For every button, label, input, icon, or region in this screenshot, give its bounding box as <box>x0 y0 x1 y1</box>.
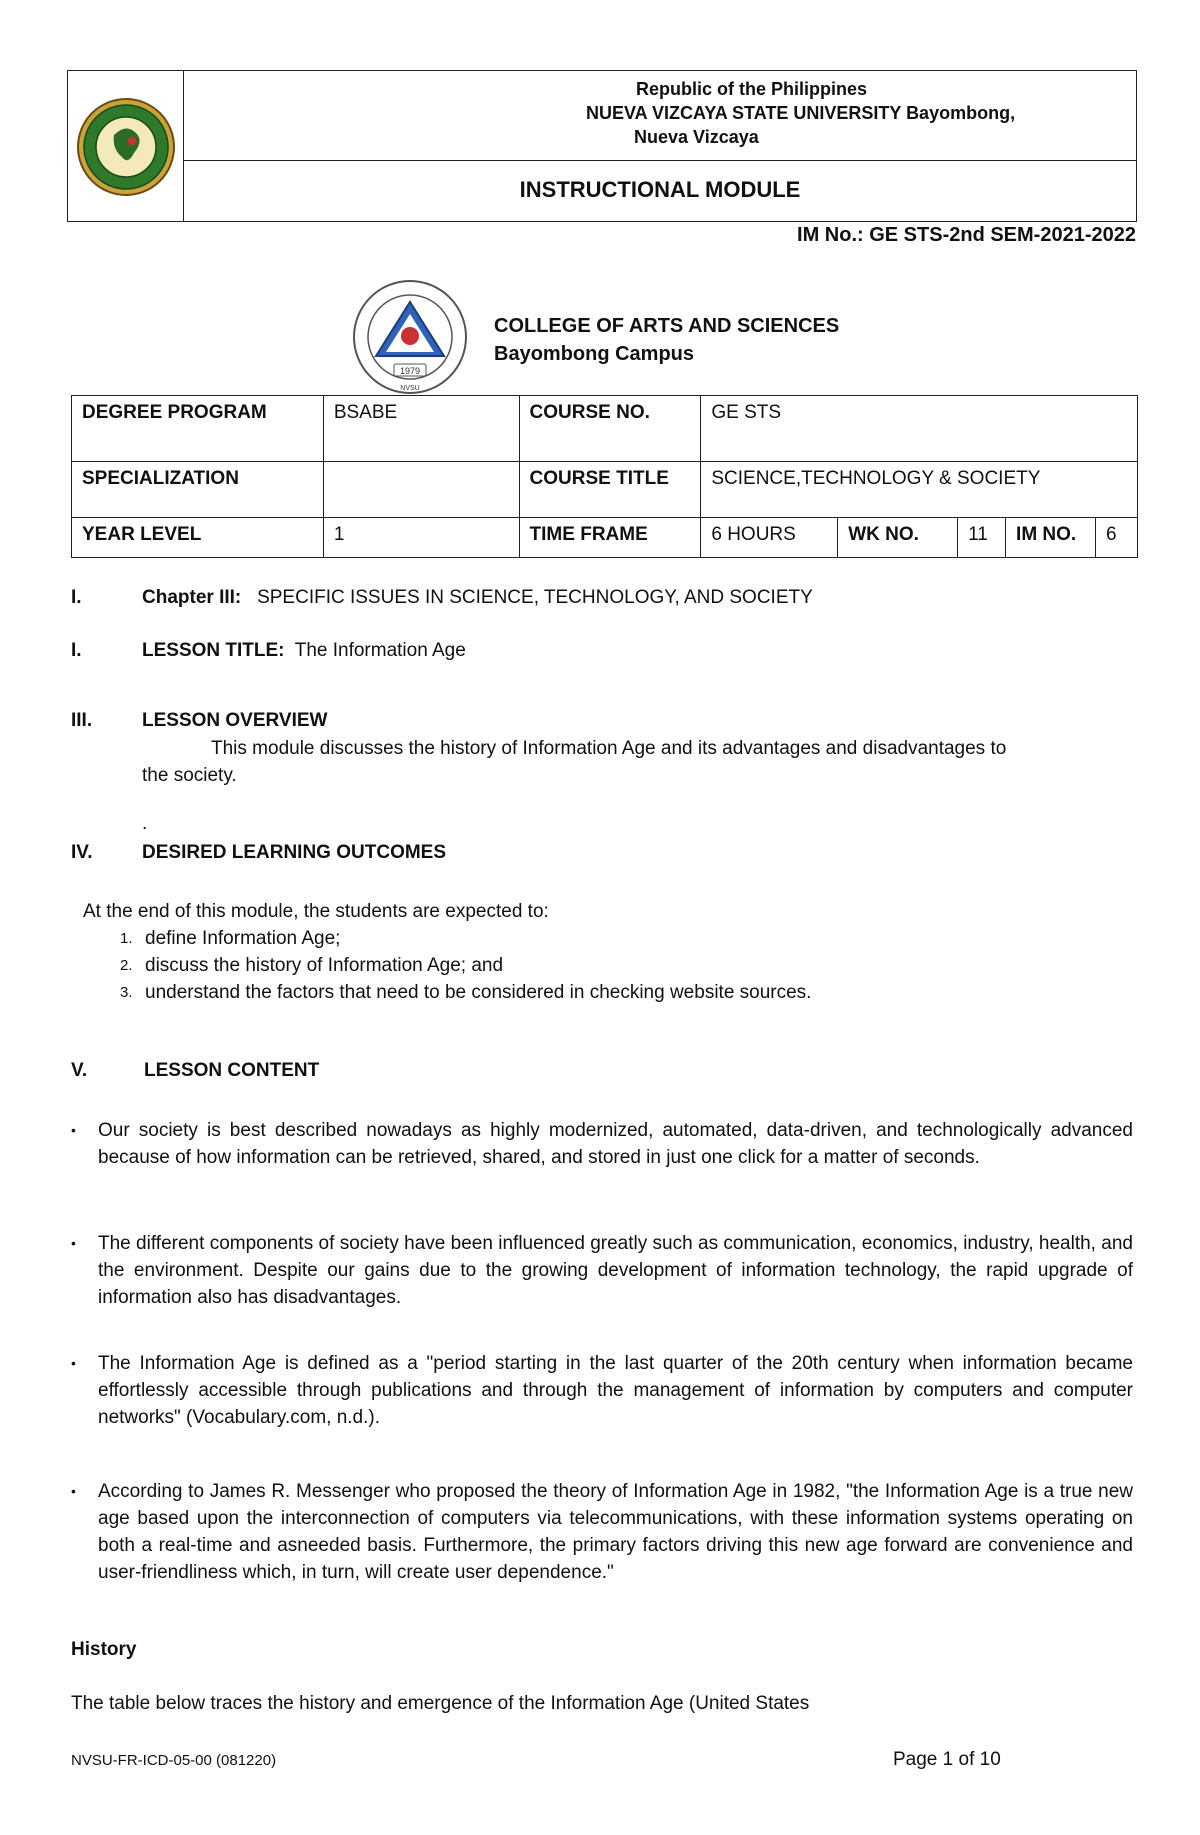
history-text: The table below traces the history and emergence of the Information Age (United States <box>71 1693 810 1714</box>
content-bullet: • The Information Age is defined as a "period starting in the last quarter of the 20th century when information became effortlessly accessible through publications and through the management of information by computers and computer networks" (Vocabulary.com, n.d.). <box>71 1350 1133 1431</box>
header-module-row <box>184 161 1136 221</box>
college-name: COLLEGE OF ARTS AND SCIENCES <box>494 315 840 337</box>
university-logo-cell <box>68 71 184 221</box>
college-campus: Bayombong Campus <box>494 343 695 365</box>
university-name: NUEVA VIZCAYA STATE UNIVERSITY Bayombong, <box>586 103 1016 123</box>
module-title: INSTRUCTIONAL MODULE <box>519 177 801 202</box>
content-bullet: • The different components of society have been influenced greatly such as communication, economics, industry, health, and the environment. Despite our gains due to the growing development of information technology, the rapid upgrade of information also has disadvantages. <box>71 1230 1133 1311</box>
bullet-icon: • <box>71 1122 76 1138</box>
overview-number: III. <box>71 710 93 731</box>
list-item: 3. understand the factors that need to be considered in checking website sources. <box>120 982 812 1003</box>
list-item: 2. discuss the history of Information Age; and <box>120 955 504 976</box>
im-no-value: 6 <box>1095 518 1137 558</box>
university-location: Nueva Vizcaya <box>634 127 759 147</box>
header-table <box>67 70 1137 222</box>
course-title-value: SCIENCE,TECHNOLOGY & SOCIETY <box>701 462 1138 518</box>
course-no-value: GE STS <box>701 396 1138 462</box>
republic-text: Republic of the Philippines <box>636 79 868 99</box>
content-bullet: • According to James R. Messenger who proposed the theory of Information Age in 1982, "the Information Age is a true new age based upon the interconnection of computers via telecommunications, with these information systems operating on both a real-time and asneeded basis. Furthermore, the primary factors driving this new age forward are convenience and user-friendliness which, in turn, will create user dependence." <box>71 1478 1133 1586</box>
outcomes-list <box>120 925 811 1006</box>
wk-no-label: WK NO. <box>838 518 958 558</box>
overview-dot: . <box>142 813 148 834</box>
content-label: LESSON CONTENT <box>144 1060 320 1081</box>
outcomes-number: IV. <box>71 842 93 863</box>
chapter-text: SPECIFIC ISSUES IN SCIENCE, TECHNOLOGY, AND SOCIETY <box>257 587 813 608</box>
wk-no-value: 11 <box>958 518 1006 558</box>
degree-program-label: DEGREE PROGRAM <box>72 396 324 462</box>
outcomes-intro: At the end of this module, the students are expected to: <box>83 901 549 922</box>
outcomes-label: DESIRED LEARNING OUTCOMES <box>142 842 447 863</box>
header-university-row <box>184 71 1136 161</box>
seal-text: NVSU <box>400 385 420 392</box>
bullet-icon: • <box>71 1483 76 1499</box>
lesson-title-number: I. <box>71 640 82 661</box>
college-seal-icon <box>350 278 470 396</box>
year-level-label: YEAR LEVEL <box>72 518 324 558</box>
lesson-title-label: LESSON TITLE: <box>142 640 285 661</box>
time-frame-value: 6 HOURS <box>701 518 838 558</box>
overview-line-2: the society. <box>142 765 237 786</box>
course-info-table <box>71 395 1138 558</box>
specialization-value <box>323 462 519 518</box>
college-block <box>494 312 839 368</box>
list-item: 1. define Information Age; <box>120 928 341 949</box>
degree-program-value: BSABE <box>323 396 519 462</box>
chapter-number: I. <box>71 587 82 608</box>
bullet-icon: • <box>71 1235 76 1251</box>
course-title-label: COURSE TITLE <box>519 462 701 518</box>
form-code: NVSU-FR-ICD-05-00 (081220) <box>71 1752 277 1769</box>
page-number: Page 1 of 10 <box>893 1749 1001 1770</box>
university-seal-icon <box>74 95 178 199</box>
seal-year: 1979 <box>399 366 421 376</box>
im-number: IM No.: GE STS-2nd SEM-2021-2022 <box>797 224 1136 246</box>
history-heading: History <box>71 1639 137 1660</box>
overview-line-1: This module discusses the history of Information Age and its advantages and disadvantages to <box>211 738 1007 759</box>
overview-label: LESSON OVERVIEW <box>142 710 328 731</box>
lesson-title-text: The Information Age <box>294 640 466 661</box>
year-level-value: 1 <box>323 518 519 558</box>
im-no-label: IM NO. <box>1006 518 1096 558</box>
content-bullet: • Our society is best described nowadays as highly modernized, automated, data-driven, and technologically advanced because of how information can be retrieved, shared, and stored in just one click for a matter of seconds. <box>71 1117 1133 1171</box>
chapter-label: Chapter III: <box>142 587 242 608</box>
bullet-icon: • <box>71 1355 76 1371</box>
course-no-label: COURSE NO. <box>519 396 701 462</box>
time-frame-label: TIME FRAME <box>519 518 701 558</box>
content-number: V. <box>71 1060 88 1081</box>
specialization-label: SPECIALIZATION <box>72 462 324 518</box>
